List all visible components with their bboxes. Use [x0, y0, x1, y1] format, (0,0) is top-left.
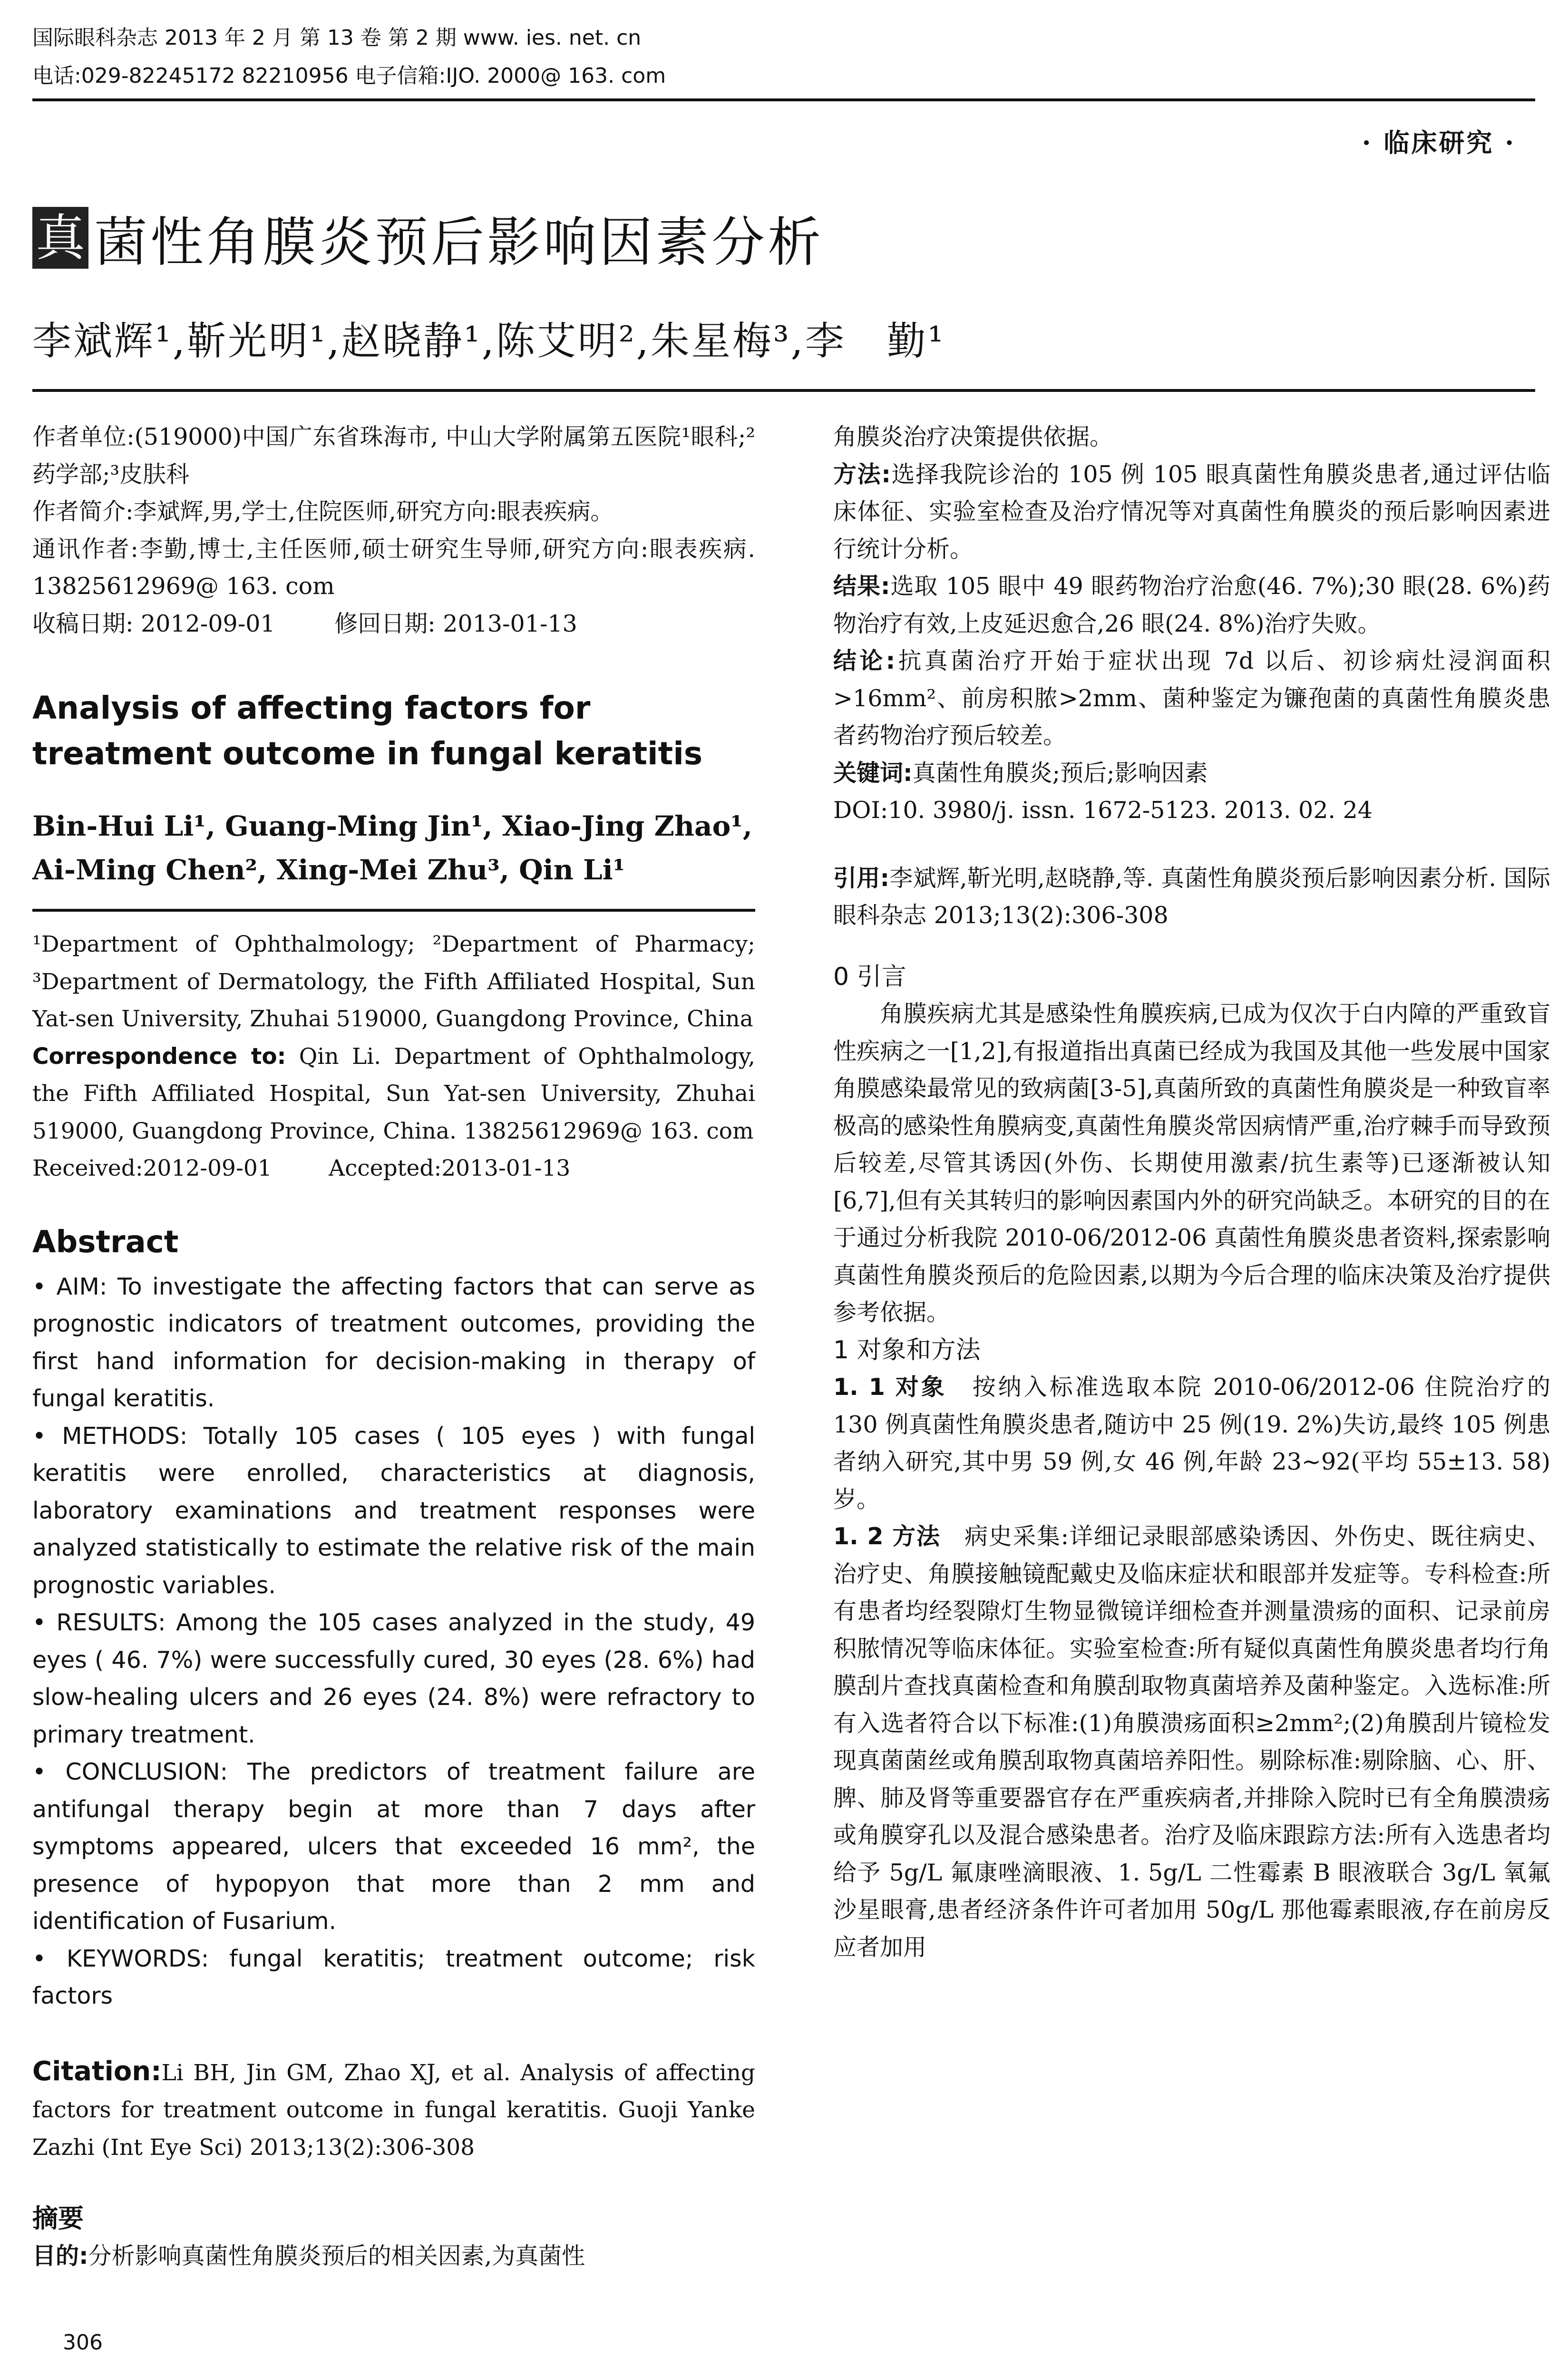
section-methods-heading: 1 对象和方法	[833, 1335, 981, 1364]
doi: DOI:10. 3980/j. issn. 1672-5123. 2013. 02. 24	[833, 797, 1373, 824]
method-text: 选择我院诊治的 105 例 105 眼真菌性角膜炎患者,通过评估临床体征、实验室检查及治疗情况等对真菌性角膜炎的预后影响因素进行统计分析。	[833, 460, 1550, 563]
column-label: · 临床研究 ·	[1362, 127, 1516, 158]
subjects-text: 按纳入标准选取本院 2010-06/2012-06 住院治疗的 130 例真菌性角膜炎患者,随访中 25 例(19. 2%)失访,最终 105 例患者纳入研究,其中男 59 例,女 46 例,年龄 23~92(平均 55±13. 58)岁。	[833, 1374, 1550, 1513]
journal-header-line1: 国际眼科杂志 2013 年 2 月 第 13 卷 第 2 期 www. ies. net. cn	[32, 26, 642, 50]
english-citation	[32, 2053, 755, 2167]
abstract-methods: • METHODS: Totally 105 cases ( 105 eyes ) with fungal keratitis were enrolled, characteristics at diagnosis, laboratory examinations and treatment responses were analyzed statistically to estimate the relative risk of the main prognostic variables.	[32, 1422, 755, 1599]
citation-label: Citation:	[32, 2056, 162, 2087]
objective-continued: 角膜炎治疗决策提供依据。	[833, 423, 1113, 450]
abstract-keywords: • KEYWORDS: fungal keratitis; treatment outcome; risk factors	[32, 1945, 755, 2009]
author-affiliation: 作者单位:(519000)中国广东省珠海市, 中山大学附属第五医院¹眼科;²药学部;³皮肤科	[32, 423, 755, 488]
citation-cn-text: 李斌辉,靳光明,赵晓静,等. 真菌性角膜炎预后影响因素分析. 国际眼科杂志 2013;13(2):306-308	[833, 864, 1550, 929]
english-authors-line2: Ai-Ming Chen², Xing-Mei Zhu³, Qin Li¹	[32, 854, 625, 886]
abstract-results-cn	[833, 568, 1550, 643]
conclusion-text: 抗真菌治疗开始于症状出现 7d 以后、初诊病灶浸润面积>16mm²、前房积脓>2mm、菌种鉴定为镰孢菌的真菌性角膜炎患者药物治疗预后较差。	[833, 647, 1550, 749]
title-text: 菌性角膜炎预后影响因素分析	[94, 211, 824, 273]
method-label: 方法:	[833, 460, 891, 488]
english-authors-line1: Bin-Hui Li¹, Guang-Ming Jin¹, Xiao-Jing Zhao¹,	[32, 810, 752, 842]
subjects-label: 1. 1 对象	[833, 1374, 947, 1401]
citation-cn-label: 引用:	[833, 864, 890, 892]
citation-text: Li BH, Jin GM, Zhao XJ, et al. Analysis of affecting factors for treatment outcome in fungal keratitis. Guoji Yanke Zazhi (Int Eye Sci) 2013;13(2):306-308	[32, 2059, 755, 2161]
english-correspondence	[32, 1038, 755, 1150]
methods-label: 1. 2 方法	[833, 1523, 941, 1550]
correspondence-text: Qin Li. Department of Ophthalmology, the Fifth Affiliated Hospital, Sun Yat-sen University, Zhuhai 519000, Guangdong Province, China. 13825612969@ 163. com	[32, 1043, 755, 1144]
abstract-conclusion-cn	[833, 643, 1550, 755]
objective-text: 分析影响真菌性角膜炎预后的相关因素,为真菌性	[88, 2242, 585, 2270]
conclusion-label: 结论:	[833, 647, 896, 674]
abstract-objective	[32, 2238, 755, 2275]
abstract-method-cn	[833, 456, 1550, 568]
objective-label: 目的:	[32, 2242, 88, 2270]
subjects-paragraph	[833, 1369, 1550, 1518]
right-column	[833, 419, 1550, 1966]
abstract-heading: Abstract	[32, 1224, 179, 1260]
correspondence-label: Correspondence to:	[32, 1043, 286, 1070]
header-rule	[32, 98, 1535, 101]
authors-rule	[32, 389, 1535, 392]
english-affiliation: ¹Department of Ophthalmology; ²Department of Pharmacy; ³Department of Dermatology, the Fifth Affiliated Hospital, Sun Yat-sen University, Zhuhai 519000, Guangdong Province, China	[32, 931, 755, 1032]
left-column	[32, 419, 755, 2275]
english-received: Received:2012-09-01 Accepted:2013-01-13	[32, 1155, 571, 1181]
page-number: 306	[63, 2330, 103, 2355]
introduction-paragraph: 角膜疾病尤其是感染性角膜疾病,已成为仅次于白内障的严重致盲性疾病之一[1,2],有报道指出真菌已经成为我国及其他一些发展中国家角膜感染最常见的致病菌[3-5],真菌所致的真菌性角膜炎是一种致盲率极高的感染性角膜病变,真菌性角膜炎常因病情严重,治疗棘手而导致预后较差,尽管其诱因(外伤、长期使用激素/抗生素等)已逐渐被认知[6,7],但有关其转归的影响因素国内外的研究尚缺乏。本研究的目的在于通过分析我院 2010-06/2012-06 真菌性角膜炎患者资料,探索影响真菌性角膜炎预后的危险因素,以期为今后合理的临床决策及治疗提供参考依据。	[833, 1000, 1550, 1326]
methods-text: 病史采集:详细记录眼部感染诱因、外伤史、既往病史、治疗史、角膜接触镜配戴史及临床症状和眼部并发症等。专科检查:所有患者均经裂隙灯生物显微镜详细检查并测量溃疡的面积、记录前房积脓情况等临床体征。实验室检查:所有疑似真菌性角膜炎患者均行角膜刮片查找真菌检查和角膜刮取物真菌培养及菌种鉴定。入选标准:所有入选者符合以下标准:(1)角膜溃疡面积≥2mm²;(2)角膜刮片镜检发现真菌菌丝或角膜刮取物真菌培养阳性。剔除标准:剔除脑、心、肝、脾、肺及肾等重要器官存在严重疾病者,并排除入院时已有全角膜溃疡或角膜穿孔以及混合感染患者。治疗及临床跟踪方法:所有入选患者均给予 5g/L 氟康唑滴眼液、1. 5g/L 二性霉素 B 眼液联合 3g/L 氧氟沙星眼膏,患者经济条件许可者加用 50g/L 那他霉素眼液,存在前房反应者加用	[833, 1523, 1550, 1961]
authors-cn: 李斌辉¹,靳光明¹,赵晓静¹,陈艾明²,朱星梅³,李 勤¹	[32, 319, 945, 364]
section-introduction-heading: 0 引言	[833, 962, 906, 991]
corresponding-author: 通讯作者:李勤,博士,主任医师,硕士研究生导师,研究方向:眼表疾病. 13825612969@ 163. com	[32, 535, 755, 600]
keywords-label: 关键词:	[833, 759, 913, 787]
title-boxed-char: 真	[32, 207, 88, 269]
keywords-cn	[833, 755, 1550, 792]
english-header-rule	[32, 909, 755, 912]
abstract-results: • RESULTS: Among the 105 cases analyzed in the study, 49 eyes ( 46. 7%) were successfully cured, 30 eyes (28. 6%) had slow-healing ulcers and 26 eyes (24. 8%) were refractory to primary treatment.	[32, 1609, 755, 1748]
author-intro: 作者简介:李斌辉,男,学士,住院医师,研究方向:眼表疾病。	[32, 498, 614, 525]
english-authors	[32, 804, 755, 892]
article-title	[32, 200, 824, 276]
abstract-conclusion: • CONCLUSION: The predictors of treatment failure are antifungal therapy begin at more than 7 days after symptoms appeared, ulcers that exceeded 16 mm², the presence of hypopyon that more than 2 mm and identification of Fusarium.	[32, 1758, 755, 1935]
english-title: Analysis of affecting factors for treatment outcome in fungal keratitis	[32, 690, 703, 772]
receive-dates: 收稿日期: 2012-09-01 修回日期: 2013-01-13	[32, 610, 577, 637]
results-label: 结果:	[833, 573, 890, 600]
chinese-abstract-heading: 摘要	[32, 2203, 84, 2233]
results-text: 选取 105 眼中 49 眼药物治疗治愈(46. 7%);30 眼(28. 6%)药物治疗有效,上皮延迟愈合,26 眼(24. 8%)治疗失败。	[833, 573, 1550, 637]
keywords-text: 真菌性角膜炎;预后;影响因素	[912, 759, 1208, 787]
methods-paragraph	[833, 1518, 1550, 1966]
abstract-aim: • AIM: To investigate the affecting factors that can serve as prognostic indicators of treatment outcomes, providing the first hand information for decision-making in therapy of fungal keratitis.	[32, 1273, 755, 1412]
citation-cn	[833, 860, 1550, 935]
journal-header-line2: 电话:029-82245172 82210956 电子信箱:IJO. 2000@ 163. com	[32, 64, 666, 88]
